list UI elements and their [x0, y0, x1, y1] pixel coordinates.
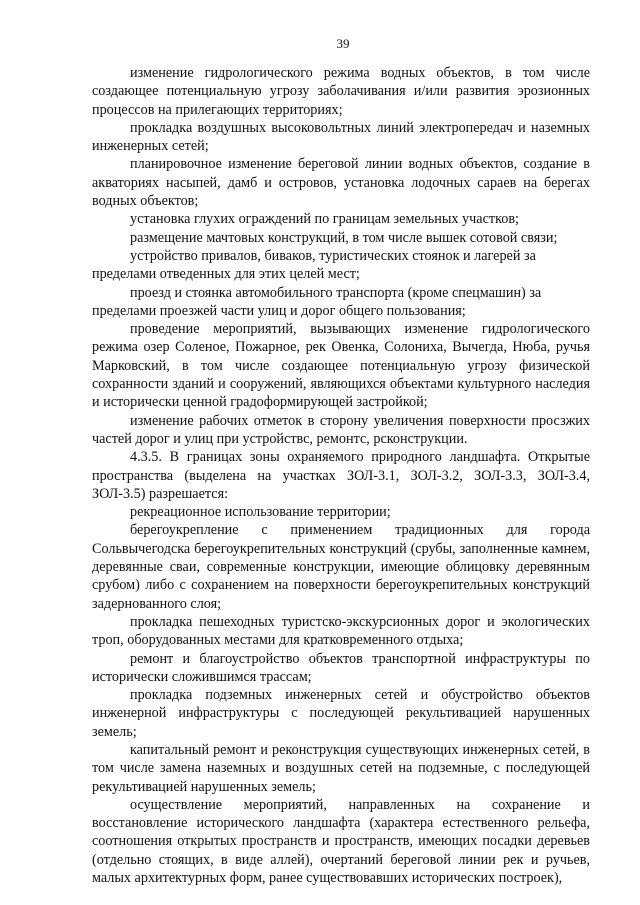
paragraph-vehicle-traffic: проезд и стоянка автомобильного транспорта (кроме спецмашин) за пределами проезжей части улиц и дорог общего пользования; — [92, 284, 542, 319]
paragraph-lakes-rivers: проведение мероприятий, вызывающих изменение гидрологического режима озер Соленое, Пожарное, рек Овенка, Солониха, Вычегда, Нюба, ручья Марковский, в том числе создающее потенциальную угрозу физической сохранности зданий и сооружений, являющихся объектами культурного наследия и исторически ценной градоформирующей застройкой; — [92, 321, 590, 411]
page-number: 39 — [336, 36, 350, 51]
paragraph-bank-reinforcement: берегоукрепление с применением традиционных для города Сольвычегодска берегоукрепительных конструкций (срубы, заполненные камнем, деревянные сваи, современные конструкции, имеющие облицовку деревянным срубом) либо с сохранением на поверхности берегоукрепительных конструкций задернованного слоя; — [92, 522, 590, 612]
paragraph-network-reconstruction: капитальный ремонт и реконструкция существующих инженерных сетей, в том числе замена наземных и воздушных сетей на подземные, с последующей рекультивацией нарушенных земель; — [92, 741, 590, 795]
paragraph-landscape-restoration: осуществление мероприятий, направленных на сохранение и восстановление исторического ландшафта (характера естественного рельефа, соотношения открытых пространств и пространств, имеющих посадки деревьев (отдельно стоящих, в виде аллей), очертаний береговой линии рек и ручьев, малых архитектурных форм, ранее существовавших исторических построек), — [92, 796, 590, 887]
paragraph-hydrology-change: изменение гидрологического режима водных объектов, в том числе создающее потенциальную угрозу заболачивания и/или развития эрозионных процессов на прилегающих территориях; — [92, 65, 590, 118]
paragraph-power-lines: прокладка воздушных высоковольтных линий электропередач и наземных инженерных сетей; — [92, 119, 590, 155]
paragraph-pedestrian-trails: прокладка пешеходных туристско-экскурсионных дорог и экологических троп, оборудованных местами для кратковременного отдыха; — [92, 613, 590, 649]
paragraph-road-elevation: изменение рабочих отметок в сторону увеличения поверхности просзжих частей дорог и улиц при устройствс, ремонтс, рсконструкции. — [92, 412, 590, 447]
paragraph-section-4-3-5: 4.3.5. В границах зоны охраняемого природного ландшафта. Открытые пространства (выделена на участках ЗОЛ-3.1, ЗОЛ-3.2, ЗОЛ-3.3, ЗОЛ-3.4, ЗОЛ-3.5) разрешается: — [92, 449, 590, 502]
paragraph-camps: устройство привалов, биваков, туристических стоянок и лагерей за пределами отведенных для этих целей мест; — [92, 247, 536, 283]
paragraph-recreation: рекреационное использование территории; — [130, 504, 391, 521]
paragraph-shoreline-change: планировочное изменение береговой линии водных объектов, создание в акваториях насыпей, дамб и островов, установка лодочных сараев на берегах водных объектов; — [92, 156, 590, 210]
paragraph-mast-structures: размещение мачтовых конструкций, в том числе вышек сотовой связи; — [130, 229, 558, 246]
paragraph-underground-networks: прокладка подземных инженерных сетей и обустройство объектов инженерной инфраструктуры с последующей рекультивацией нарушенных земель; — [92, 687, 590, 740]
paragraph-solid-fences: установка глухих ограждений по границам земельных участков; — [130, 211, 519, 228]
paragraph-transport-repair: ремонт и благоустройство объектов транспортной инфраструктуры по исторически сложившимся трассам; — [92, 650, 590, 685]
